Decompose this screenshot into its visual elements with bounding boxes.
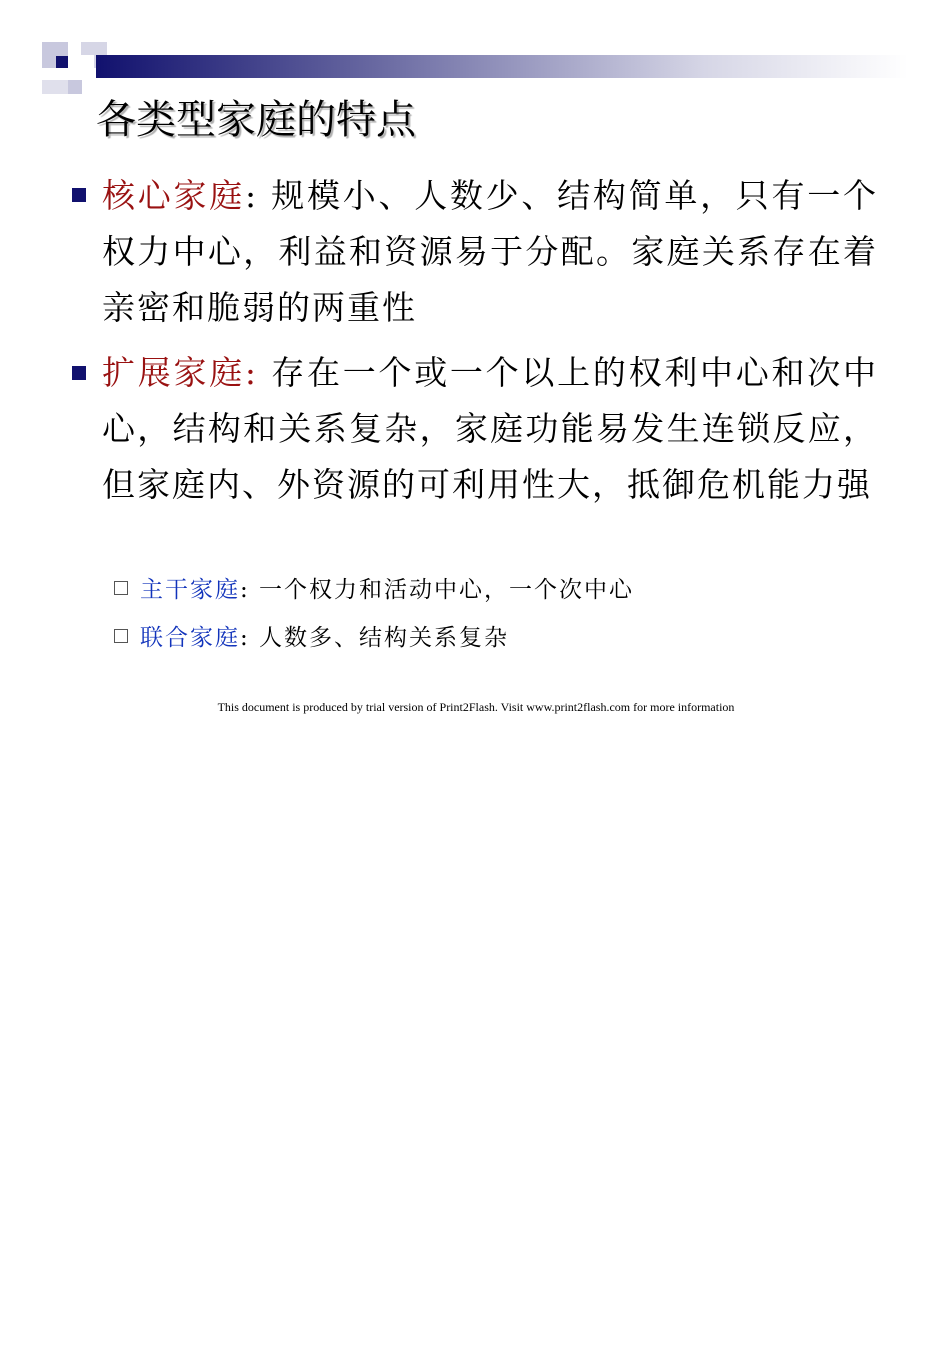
filled-square-bullet-icon (72, 188, 86, 202)
item-text: 规模小、人数少、结构简单，只有一个权力中心，利益和资源易于分配。家庭关系存在着亲密和脆弱的两重性 (102, 176, 878, 327)
hollow-square-bullet-icon (114, 581, 128, 595)
sub-item-text: 人数多、结构关系复杂 (249, 625, 510, 651)
sub-item-separator: : (240, 625, 250, 651)
item-term: 扩展家庭: (102, 353, 259, 392)
deco-square-icon (56, 56, 68, 68)
page-title: 各类型家庭的特点 (96, 97, 416, 143)
item-text: 存在一个或一个以上的权利中心和次中心，结构和关系复杂，家庭功能易发生连锁反应，但家庭内、外资源的可利用性大，抵御危机能力强 (102, 353, 878, 504)
sub-item-joint-family (114, 618, 874, 658)
item-term: 核心家庭 (102, 176, 245, 215)
deco-square-icon (68, 80, 82, 94)
sub-item-separator: : (240, 577, 250, 603)
sub-item-term: 主干家庭 (140, 577, 240, 603)
list-item-core-family (102, 168, 878, 336)
filled-square-bullet-icon (72, 366, 86, 380)
header-gradient-bar (96, 55, 908, 78)
sub-item-term: 联合家庭 (140, 625, 240, 651)
sub-item-stem-family (114, 570, 874, 610)
deco-square-icon (70, 55, 94, 77)
sub-item-text: 一个权力和活动中心，一个次中心 (249, 577, 635, 603)
hollow-square-bullet-icon (114, 629, 128, 643)
deco-square-icon (42, 80, 68, 94)
list-item-extended-family (102, 345, 878, 513)
item-separator: : (244, 176, 259, 215)
trial-footer-note: This document is produced by trial version of Print2Flash. Visit www.print2flash.com for more information (217, 700, 735, 714)
